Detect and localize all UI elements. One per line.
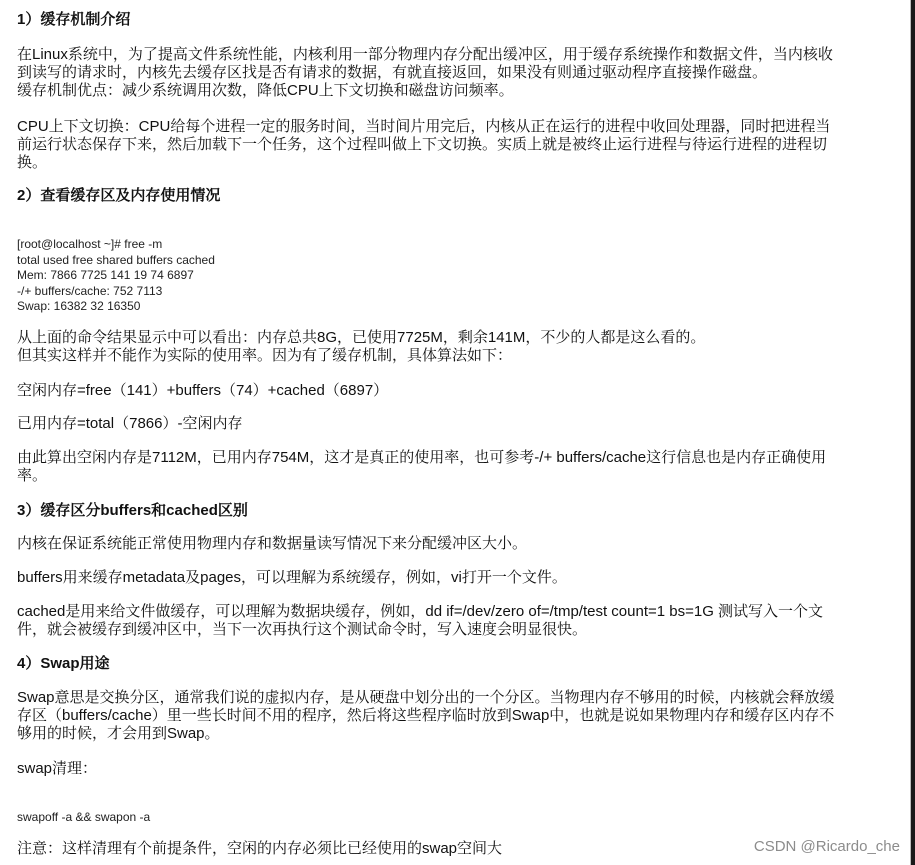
vertical-scrollbar[interactable] — [911, 0, 915, 865]
paragraph-context-switch — [17, 118, 865, 172]
text-line: 存区（buffers/cache）里一些长时间不用的程序，然后将这些程序临时放到Swap中，也就是说如果物理内存和缓存区内存不 — [17, 707, 835, 724]
text-line: 前运行状态保存下来，然后加载下一个任务，这个过程叫做上下文切换。实质上就是被终止运行进程与待运行进程的进程切 — [17, 136, 828, 153]
text-line: swap清理： — [17, 760, 98, 777]
code-block-free-output — [17, 237, 215, 315]
formula-used-memory — [17, 415, 865, 433]
paragraph-swap-note — [17, 840, 865, 858]
paragraph-cache-mechanism — [17, 46, 865, 100]
text-line: 换。 — [17, 154, 48, 171]
text-line: Swap意思是交换分区，通常我们说的虚拟内存，是从硬盘中划分出的一个分区。当物理内存不够用的时候，内核就会释放缓 — [17, 689, 835, 706]
text-line: 到读写的请求时，内核先去缓存区找是否有请求的数据，有就直接返回，如果没有则通过驱动程序直接操作磁盘。 — [17, 64, 768, 81]
paragraph-buffers — [17, 569, 865, 587]
paragraph-swap-meaning — [17, 689, 865, 743]
text-line: 但其实这样并不能作为实际的使用率。因为有了缓存机制，具体算法如下： — [17, 347, 513, 364]
code-line: Swap: 16382 32 16350 — [17, 299, 141, 313]
code-line: -/+ buffers/cache: 752 7113 — [17, 283, 163, 298]
text-line: 够用的时候，才会用到Swap。 — [17, 725, 220, 742]
text-line: buffers用来缓存metadata及pages，可以理解为系统缓存，例如，vi打开一个文件。 — [17, 569, 567, 586]
csdn-watermark: CSDN @Ricardo_che — [753, 838, 900, 855]
section-heading-swap: 4）Swap用途 — [17, 655, 110, 672]
paragraph-cached — [17, 603, 865, 639]
code-swap-command — [17, 810, 150, 826]
text-line: cached是用来给文件做缓存，可以理解为数据块缓存，例如，dd if=/dev/zero of=/tmp/test count=1 bs=1G 测试写入一个文 — [17, 603, 824, 620]
paragraph-free-explanation — [17, 329, 865, 365]
code-line: swapoff -a && swapon -a — [17, 810, 151, 824]
text-line: 从上面的命令结果显示中可以看出：内存总共8G，已使用7725M，剩余141M，不少的人都是这么看的。 — [17, 329, 706, 346]
code-line: total used free shared buffers cached — [17, 252, 215, 267]
text-line: 率。 — [17, 467, 48, 484]
text-line: 注意：这样清理有个前提条件，空闲的内存必须比已经使用的swap空间大 — [17, 840, 503, 857]
text-line: 缓存机制优点：减少系统调用次数，降低CPU上下文切换和磁盘访问频率。 — [17, 82, 514, 99]
section-heading-memory-usage: 2）查看缓存区及内存使用情况 — [17, 187, 221, 204]
formula-free-memory — [17, 382, 865, 400]
paragraph-real-usage — [17, 449, 865, 485]
text-line: CPU上下文切换：CPU给每个进程一定的服务时间，当时间片用完后，内核从正在运行的进程中收回处理器，同时把进程当 — [17, 118, 831, 135]
paragraph-buffer-allocation — [17, 535, 865, 553]
section-heading-buffers-cached: 3）缓存区分buffers和cached区别 — [17, 502, 248, 519]
paragraph-swap-clean — [17, 760, 865, 778]
text-line: 由此算出空闲内存是7112M，已用内存754M，这才是真正的使用率，也可参考-/+ buffers/cache这行信息也是内存正确使用 — [17, 449, 827, 466]
text-line: 件，就会被缓存到缓冲区中，当下一次再执行这个测试命令时，写入速度会明显很快。 — [17, 621, 588, 638]
text-line: 空闲内存=free（141）+buffers（74）+cached（6897） — [17, 382, 389, 399]
code-line: [root@localhost ~]# free -m — [17, 237, 163, 251]
section-heading-cache-intro: 1）缓存机制介绍 — [17, 11, 131, 28]
text-line: 在Linux系统中，为了提高文件系统性能，内核利用一部分物理内存分配出缓冲区，用于缓存系统操作和数据文件，当内核收 — [17, 46, 833, 63]
text-line: 内核在保证系统能正常使用物理内存和数据量读写情况下来分配缓冲区大小。 — [17, 535, 528, 552]
text-line: 已用内存=total（7866）-空闲内存 — [17, 415, 243, 432]
code-line: Mem: 7866 7725 141 19 74 6897 — [17, 268, 194, 282]
